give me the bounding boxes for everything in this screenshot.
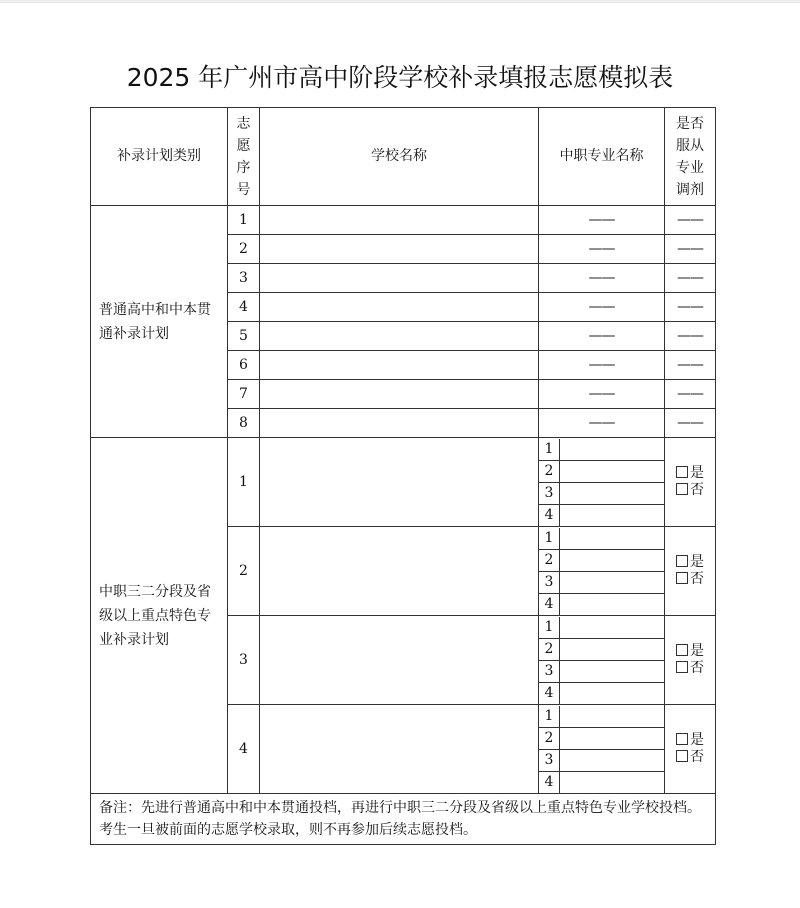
major-name-field[interactable]: [560, 528, 665, 550]
application-form-table: [90, 107, 716, 845]
yes-checkbox[interactable]: [665, 643, 715, 660]
major-slot-row: [539, 482, 664, 504]
checkbox-label: 是: [690, 643, 704, 660]
school-name-field[interactable]: [260, 235, 539, 264]
major-name-field[interactable]: [560, 749, 665, 771]
adjust-not-applicable: ——: [665, 206, 716, 235]
major-list: [539, 438, 665, 527]
choice-number: 3: [228, 264, 260, 293]
adjust-choice: [665, 616, 716, 705]
major-slot-row: [539, 504, 664, 526]
adjust-not-applicable: ——: [665, 380, 716, 409]
major-name-field[interactable]: [560, 593, 665, 615]
adjust-choice: [665, 527, 716, 616]
no-checkbox[interactable]: [665, 660, 715, 677]
adjust-choice: [665, 438, 716, 527]
choice-number: 8: [228, 409, 260, 438]
major-slot-row: [539, 638, 664, 660]
major-name-field[interactable]: [560, 706, 665, 728]
major-slot-number: 2: [539, 727, 560, 749]
no-checkbox[interactable]: [665, 749, 715, 766]
major-slot-row: [539, 528, 664, 550]
major-list: [539, 705, 665, 794]
major-slot-number: 2: [539, 460, 560, 482]
checkbox-icon[interactable]: [676, 733, 688, 745]
table-row: [91, 438, 716, 527]
table-row: [91, 206, 716, 235]
header-school: 学校名称: [260, 108, 539, 206]
major-slot-row: [539, 439, 664, 461]
checkbox-label: 否: [690, 571, 704, 587]
major-slot-number: 3: [539, 571, 560, 593]
choice-number: 3: [228, 616, 260, 705]
major-slot-number: 1: [539, 706, 560, 728]
adjust-not-applicable: ——: [665, 409, 716, 438]
category-general-high-school: 普通高中和中本贯通补录计划: [91, 206, 228, 438]
major-name-field[interactable]: [560, 727, 665, 749]
major-name-field[interactable]: [560, 504, 665, 526]
no-checkbox[interactable]: [665, 482, 715, 499]
choice-number: 7: [228, 380, 260, 409]
checkbox-icon[interactable]: [676, 644, 688, 656]
major-name-field[interactable]: [560, 660, 665, 682]
adjust-not-applicable: ——: [665, 351, 716, 380]
choice-number: 5: [228, 322, 260, 351]
major-name-field[interactable]: [560, 682, 665, 704]
checkbox-icon[interactable]: [676, 750, 688, 762]
major-not-applicable: ——: [539, 293, 665, 322]
major-name-field[interactable]: [560, 638, 665, 660]
yes-checkbox[interactable]: [665, 554, 715, 571]
choice-number: 2: [228, 235, 260, 264]
choice-number: 4: [228, 293, 260, 322]
footnote: 备注：先进行普通高中和中本贯通投档，再进行中职三二分段及省级以上重点特色专业学校投档。考生一旦被前面的志愿学校录取，则不再参加后续志愿投档。: [91, 794, 716, 845]
major-list: [539, 527, 665, 616]
major-not-applicable: ——: [539, 380, 665, 409]
school-name-field[interactable]: [260, 206, 539, 235]
no-checkbox[interactable]: [665, 571, 715, 588]
major-not-applicable: ——: [539, 351, 665, 380]
major-slot-row: [539, 549, 664, 571]
header-order: 志 愿 序 号: [228, 108, 260, 206]
yes-checkbox[interactable]: [665, 465, 715, 482]
major-slot-number: 3: [539, 660, 560, 682]
major-slot-number: 2: [539, 638, 560, 660]
major-not-applicable: ——: [539, 322, 665, 351]
major-slot-number: 1: [539, 528, 560, 550]
adjust-choice: [665, 705, 716, 794]
school-name-field[interactable]: [260, 409, 539, 438]
major-slot-row: [539, 749, 664, 771]
checkbox-icon[interactable]: [676, 572, 688, 584]
major-name-field[interactable]: [560, 771, 665, 793]
major-not-applicable: ——: [539, 206, 665, 235]
major-slot-row: [539, 571, 664, 593]
school-name-field[interactable]: [260, 351, 539, 380]
top-divider: [0, 0, 800, 3]
category-vocational: 中职三二分段及省级以上重点特色专业补录计划: [91, 438, 228, 794]
major-slot-number: 4: [539, 593, 560, 615]
checkbox-icon[interactable]: [676, 466, 688, 478]
header-adjust: 是否 服从 专业 调剂: [665, 108, 716, 206]
page-title: 2025 年广州市高中阶段学校补录填报志愿模拟表: [126, 63, 674, 92]
major-name-field[interactable]: [560, 460, 665, 482]
checkbox-label: 是: [690, 554, 704, 571]
major-slot-row: [539, 706, 664, 728]
major-slot-row: [539, 660, 664, 682]
major-slot-row: [539, 682, 664, 704]
adjust-not-applicable: ——: [665, 235, 716, 264]
checkbox-icon[interactable]: [676, 555, 688, 567]
checkbox-icon[interactable]: [676, 483, 688, 495]
header-row: [91, 108, 716, 206]
school-name-field[interactable]: [260, 616, 539, 705]
choice-number: 4: [228, 705, 260, 794]
major-slot-number: 4: [539, 504, 560, 526]
school-name-field[interactable]: [260, 264, 539, 293]
major-slot-row: [539, 460, 664, 482]
school-name-field[interactable]: [260, 705, 539, 794]
major-slot-number: 1: [539, 439, 560, 461]
major-slot-number: 4: [539, 682, 560, 704]
school-name-field[interactable]: [260, 322, 539, 351]
choice-number: 2: [228, 527, 260, 616]
major-slot-row: [539, 617, 664, 639]
major-not-applicable: ——: [539, 409, 665, 438]
choice-number: 6: [228, 351, 260, 380]
major-slot-row: [539, 727, 664, 749]
major-name-field[interactable]: [560, 482, 665, 504]
major-name-field[interactable]: [560, 571, 665, 593]
note-row: [91, 794, 716, 845]
major-not-applicable: ——: [539, 235, 665, 264]
header-category: 补录计划类别: [91, 108, 228, 206]
school-name-field[interactable]: [260, 527, 539, 616]
major-slot-number: 3: [539, 749, 560, 771]
major-slot-number: 4: [539, 771, 560, 793]
header-major: 中职专业名称: [539, 108, 665, 206]
major-name-field[interactable]: [560, 439, 665, 461]
checkbox-label: 否: [690, 660, 704, 676]
major-slot-row: [539, 593, 664, 615]
major-slot-number: 1: [539, 617, 560, 639]
checkbox-label: 否: [690, 482, 704, 498]
checkbox-label: 否: [690, 749, 704, 765]
adjust-not-applicable: ——: [665, 293, 716, 322]
major-list: [539, 616, 665, 705]
major-name-field[interactable]: [560, 549, 665, 571]
school-name-field[interactable]: [260, 293, 539, 322]
checkbox-label: 是: [690, 732, 704, 749]
school-name-field[interactable]: [260, 438, 539, 527]
school-name-field[interactable]: [260, 380, 539, 409]
adjust-not-applicable: ——: [665, 322, 716, 351]
major-name-field[interactable]: [560, 617, 665, 639]
checkbox-icon[interactable]: [676, 661, 688, 673]
adjust-not-applicable: ——: [665, 264, 716, 293]
major-not-applicable: ——: [539, 264, 665, 293]
major-slot-number: 2: [539, 549, 560, 571]
checkbox-label: 是: [690, 465, 704, 482]
major-slot-row: [539, 771, 664, 793]
yes-checkbox[interactable]: [665, 732, 715, 749]
choice-number: 1: [228, 206, 260, 235]
choice-number: 1: [228, 438, 260, 527]
major-slot-number: 3: [539, 482, 560, 504]
